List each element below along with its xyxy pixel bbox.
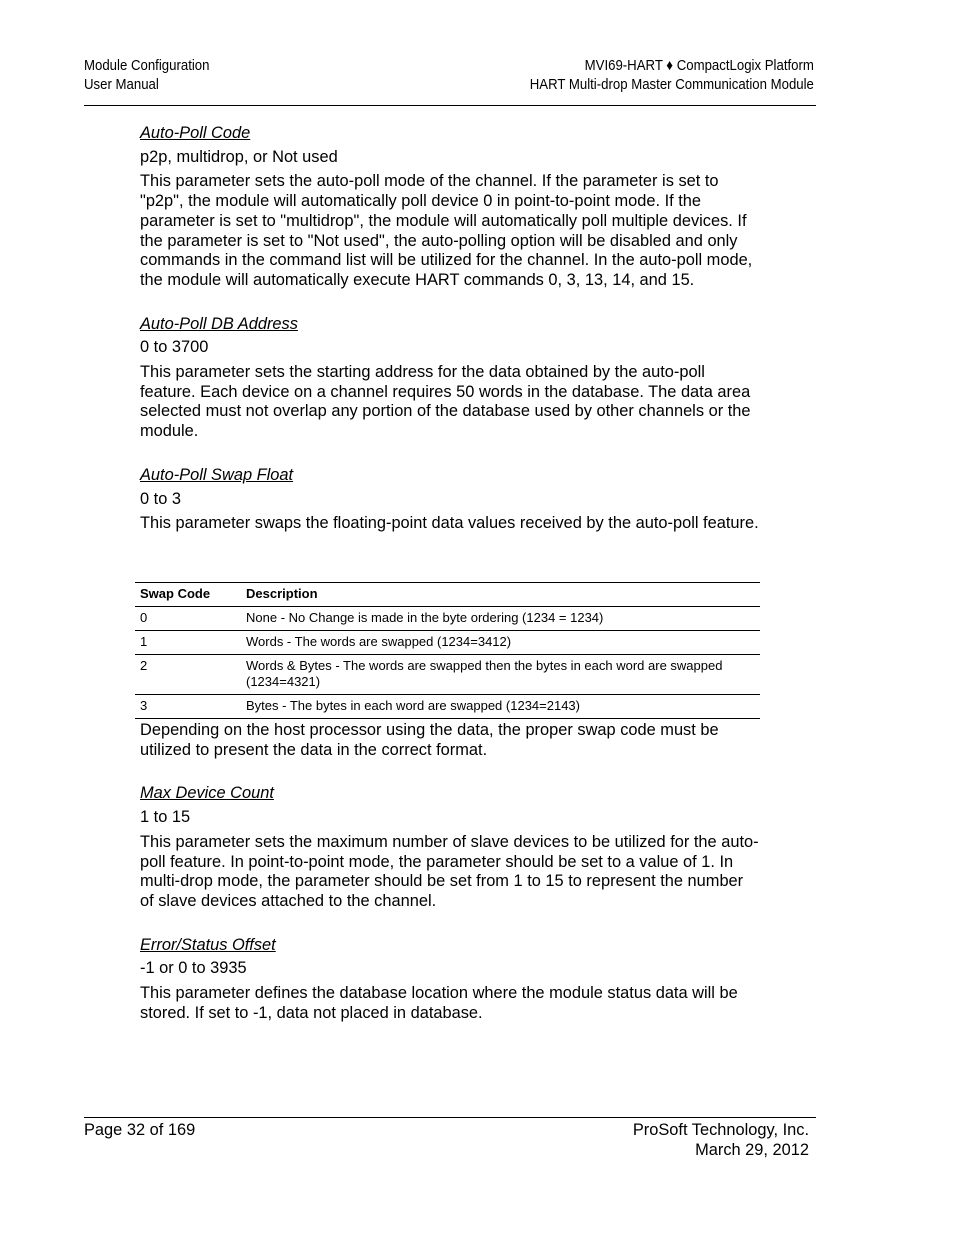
header-product-subtitle: HART Multi-drop Master Communication Module xyxy=(529,76,814,93)
column-header-swap-code: Swap Code xyxy=(135,583,241,607)
param-title: Auto-Poll Swap Float xyxy=(140,465,294,484)
section-auto-poll-swap-float xyxy=(140,466,760,534)
table-header-row xyxy=(135,583,760,607)
param-description: This parameter sets the maximum number of slave devices to be utilized for the auto-poll feature. In point-to-point mode, the parameter should be set to a value of 1. In multi-drop mode, the parameter should be set from 1 to 15 to represent the number of slave devices attached to the channel. xyxy=(140,832,759,910)
param-title: Max Device Count xyxy=(140,784,274,803)
swap-description-cell: Words - The words are swapped (1234=3412) xyxy=(241,631,760,655)
param-description: This parameter swaps the floating-point data values received by the auto-poll feature. xyxy=(140,514,759,533)
param-range: 0 to 3 xyxy=(140,489,182,508)
header-section-title: Module Configuration xyxy=(84,57,210,74)
section-auto-poll-code xyxy=(140,124,760,291)
param-description: This parameter defines the database location where the module status data will be stored. If set to -1, data not placed in database. xyxy=(140,984,738,1022)
param-note: Depending on the host processor using the data, the proper swap code must be utilized to present the data in the correct format. xyxy=(140,721,719,759)
section-error-status-offset xyxy=(140,936,760,1024)
page-content-continued xyxy=(140,721,760,1023)
swap-description-cell: Words & Bytes - The words are swapped then the bytes in each word are swapped (1234=4321) xyxy=(241,655,760,695)
footer-right xyxy=(633,1120,809,1160)
page-content xyxy=(140,124,760,534)
param-title: Error/Status Offset xyxy=(140,935,276,954)
header-left xyxy=(84,56,209,94)
footer-page-number: Page 32 of 169 xyxy=(84,1121,196,1139)
param-title: Auto-Poll Code xyxy=(140,124,251,142)
swap-description-cell: Bytes - The bytes in each word are swapped (1234=2143) xyxy=(241,695,760,719)
swap-code-cell: 0 xyxy=(135,607,241,631)
param-range: p2p, multidrop, or Not used xyxy=(140,147,338,166)
footer-date: March 29, 2012 xyxy=(695,1141,809,1159)
param-title: Auto-Poll DB Address xyxy=(140,314,298,333)
swap-code-table xyxy=(135,582,760,719)
swap-code-cell: 3 xyxy=(135,695,241,719)
section-max-device-count xyxy=(140,784,760,911)
table-row xyxy=(135,655,760,695)
param-range: -1 or 0 to 3935 xyxy=(140,959,247,978)
param-description: This parameter sets the starting address for the data obtained by the auto-poll feature. Each device on a channel requires 50 words in the database. The data area selected must not overlap any portion of the database used by other channels or the module. xyxy=(140,363,751,441)
table-row xyxy=(135,631,760,655)
swap-code-cell: 2 xyxy=(135,655,241,695)
param-description: This parameter sets the auto-poll mode of the channel. If the parameter is set to "p2p", the module will automatically poll device 0 in point-to-point mode. If the parameter is set to "multidrop", the module will automatically poll multiple devices. If the parameter is set to "Not used", the auto-polling option will be disabled and only commands in the command list will be utilized for the channel. In the auto-poll mode, the module will automatically execute HART commands 0, 3, 13, 14, and 15. xyxy=(140,172,753,289)
header-right xyxy=(530,56,814,94)
header-doc-type: User Manual xyxy=(84,76,159,93)
table-row xyxy=(135,607,760,631)
swap-code-cell: 1 xyxy=(135,631,241,655)
header-product: MVI69-HART ♦ CompactLogix Platform xyxy=(584,57,814,74)
swap-float-note xyxy=(140,721,760,760)
header-divider xyxy=(84,105,816,106)
swap-description-cell: None - No Change is made in the byte ordering (1234 = 1234) xyxy=(241,607,760,631)
param-range: 1 to 15 xyxy=(140,808,191,827)
section-auto-poll-db-address xyxy=(140,315,760,442)
table-row xyxy=(135,695,760,719)
param-range: 0 to 3700 xyxy=(140,338,209,357)
footer-divider xyxy=(84,1117,816,1118)
column-header-description: Description xyxy=(241,583,760,607)
footer-company: ProSoft Technology, Inc. xyxy=(632,1121,809,1139)
